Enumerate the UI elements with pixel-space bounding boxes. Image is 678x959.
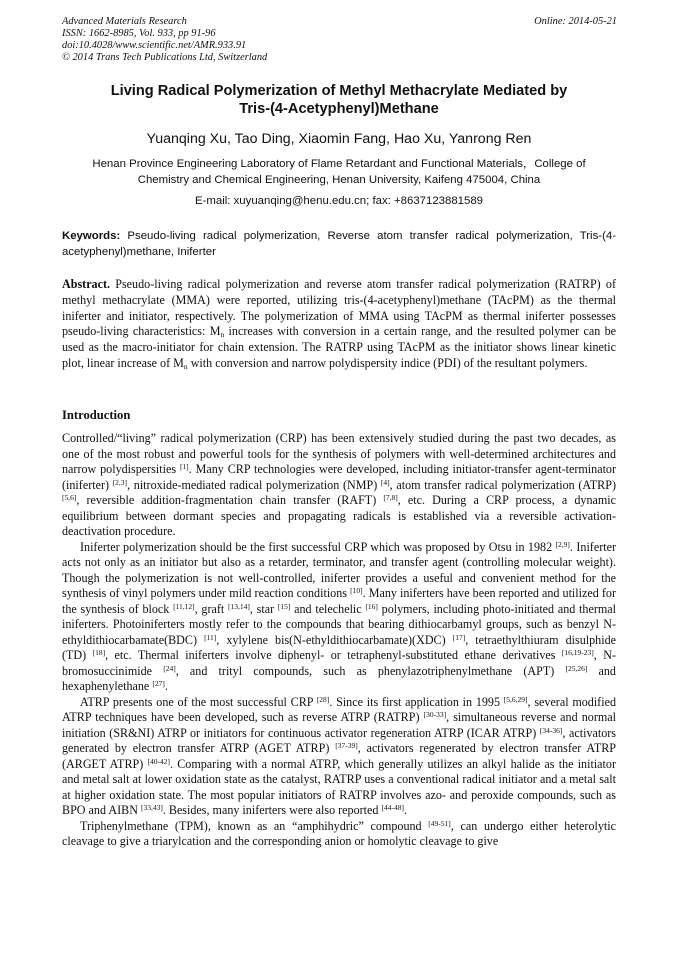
citation: [15] (277, 601, 291, 611)
issn-line: ISSN: 1662-8985, Vol. 933, pp 91-96 (62, 28, 216, 39)
text-run: Triphenylmethane (TPM), known as an “amphihydric” compound (80, 818, 429, 833)
citation: [25,26] (565, 663, 588, 673)
text-run: . Many CRP technologies were developed, including initiator-transfer agent-terminator (iniferter) (62, 462, 617, 492)
online-date: Online: 2014-05-21 (534, 16, 617, 27)
abstract-block (62, 277, 616, 372)
citation: [11] (204, 632, 217, 642)
keywords-label: Keywords: (62, 230, 121, 242)
journal-header (62, 16, 617, 64)
text-run: , atom transfer radical polymerization (ATRP) (389, 477, 616, 492)
citation: [4] (380, 477, 390, 487)
text-run: and hexaphenylethane (62, 663, 616, 693)
citation: [13,14] (228, 601, 250, 611)
text-run: , and trityl compounds, such as phenylazotriphenylmethane (APT) (175, 663, 566, 678)
paragraph (62, 819, 616, 850)
citation: [49-51] (428, 818, 451, 828)
text-run: , simultaneous reverse and normal initiation (SR&NI) ATRP or initiators for continuous activator regeneration ATRP (ICAR ATRP) (62, 710, 616, 740)
abstract-subscript-2: n (183, 361, 188, 371)
citation: [40-42] (147, 756, 170, 766)
text-run: . (403, 803, 407, 817)
text-run: . Comparing with a normal ATRP, which generally utilizes an alkyl halide as the initiator and metal salt at lower oxidation state as the catalyst, RATRP uses a conventional radical initiator and a metal salt at higher oxidation state. The most popular initiators of RATRP involves azo- and peroxide compounds, such as BPO and AIBN (62, 756, 616, 817)
abstract-label: Abstract. (62, 277, 111, 291)
text-run: . Many iniferters have been reported and utilized for the synthesis of block (62, 586, 616, 616)
doi-line: doi:10.4028/www.scientific.net/AMR.933.91 (62, 40, 247, 51)
keywords-block (62, 229, 616, 260)
citation: [17] (452, 632, 466, 642)
paper-title (62, 82, 616, 118)
keywords-text: Pseudo-living radical polymerization, Reverse atom transfer radical polymerization, Tris-(4-acetyphenyl)methane, Iniferter (62, 230, 616, 258)
paragraph (62, 695, 616, 819)
citation: [34-36] (539, 725, 563, 735)
citation: [2,3] (112, 477, 128, 487)
copyright-line: © 2014 Trans Tech Publications Ltd, Switzerland (62, 52, 268, 63)
text-run: polymers, including photo-initiated and thermal iniferters. Photoiniferters mostly refer to the compounds that bearing dithiocarbamyl groups, such as benzyl N-ethyldithiocarbamate(BDC) (62, 601, 616, 647)
affiliation (62, 156, 616, 188)
citation: [2,9] (555, 539, 570, 549)
citation: [18] (92, 648, 106, 657)
text-run: ATRP presents one of the most successful CRP (80, 694, 317, 709)
text-run: . Since its first application in 1995 (329, 694, 504, 709)
citation: [16,19-23] (561, 648, 594, 657)
text-run: , xylylene bis(N-ethyldithiocarbamate)(XDC) (216, 632, 453, 647)
text-run: and telechelic (290, 601, 366, 616)
citation: [10] (350, 586, 363, 595)
abstract-text-1: Pseudo-living radical polymerization and reverse atom transfer radical polymerization (RATRP) of methyl methacrylate (MMA) were reported, utilizing tris-(4-acetyphenyl)methane (TAcPM) as the thermal iniferter and initiator, respectively. The polymerization of MMA using TAcPM as thermal iniferter possesses pseudo-living characteristics: M (62, 277, 616, 339)
abstract-text-3: with conversion and narrow polydispersity indice (PDI) of the resultant polymers. (190, 355, 588, 370)
citation: [44-48] (381, 803, 404, 812)
citation: [28] (316, 694, 330, 704)
citation: [7,8] (383, 493, 398, 502)
citation: [24] (163, 663, 176, 673)
abstract-subscript-1: n (220, 330, 225, 340)
author-list: Yuanqing Xu, Tao Ding, Xiaomin Fang, Hao Xu, Yanrong Ren (146, 131, 532, 147)
citation: [5,6] (62, 493, 77, 502)
affiliation-line-1: Henan Province Engineering Laboratory of Flame Retardant and Functional Materials，College of (92, 158, 586, 170)
citation: [30-33] (423, 710, 447, 719)
text-run: . (164, 679, 168, 693)
citation: [5,6,29] (503, 694, 528, 704)
text-run: Controlled/“living” radical polymerization (CRP) has been extensively studied during the past two decades, as one of the most robust and powerful tools for the synthesis of polymers with well-determined architectures and narrow polydispersities (62, 431, 616, 476)
text-run: . Iniferter acts not only as an initiator but also as a retarder, terminator, and transfer agent (controlling molecular weight). Though the polymerization is not well-controlled, iniferter provides a useful and convenient method for the synthesis of vinyl polymers under mild reaction conditions (62, 539, 616, 600)
text-run: , etc. Thermal iniferters involve diphenyl- or tetraphenyl-substituted ethane derivatives (105, 648, 562, 662)
affiliation-line-2: Chemistry and Chemical Engineering, Henan University, Kaifeng 475004, China (137, 174, 541, 186)
citation: [1] (179, 462, 189, 471)
citation: [11,12] (173, 601, 195, 611)
text-run: , activators generated by electron transfer ATRP (AGET ATRP) (62, 725, 616, 755)
citation: [16] (365, 601, 378, 611)
text-run: , star (249, 601, 278, 616)
journal-name: Advanced Materials Research (62, 16, 187, 27)
paragraph (62, 540, 616, 695)
text-run: , several modified ATRP techniques have been developed, such as reverse ATRP (RATRP) (62, 694, 616, 724)
text-run: , nitroxide-mediated radical polymerization (NMP) (127, 477, 381, 492)
text-run: , tetraethylthiuram disulphide (TD) (62, 632, 616, 662)
section-heading: Introduction (62, 408, 131, 422)
text-run: Iniferter polymerization should be the first successful CRP which was proposed by Otsu in 1982 (80, 539, 556, 554)
text-run: , reversible addition-fragmentation chain transfer (RAFT) (76, 493, 384, 507)
text-run: , can undergo either heterolytic cleavage to give a triarylcation and the corresponding anion or homolytic cleavage to give (62, 818, 616, 848)
citation: [37-39] (335, 741, 358, 750)
text-run: , etc. During a CRP process, a dynamic equilibrium between dormant species and propagating radicals is established via a reversible activation-deactivation procedure. (62, 493, 616, 538)
introduction-body (62, 431, 616, 850)
paragraph (62, 431, 616, 540)
citation: [33,43] (140, 803, 163, 812)
contact-email: E-mail: xuyuanqing@henu.edu.cn; fax: +8637123881589 (195, 195, 483, 207)
text-run: , activators regenerated by electron transfer ATRP (ARGET ATRP) (62, 741, 616, 771)
title-line-2: Tris-(4-Acetyphenyl)Methane (239, 101, 439, 117)
text-run: , N-bromosuccinimide (62, 648, 616, 678)
text-run: , graft (194, 601, 229, 616)
citation: [27] (152, 679, 165, 688)
abstract-text-2: increases with conversion in a certain range, and the resulted polymer can be used as the macro-initiator for chain extension. The RATRP using TAcPM as the initiator shows linear kinetic plot, linear increase of M (62, 324, 616, 370)
text-run: . Besides, many iniferters were also reported (162, 803, 382, 817)
title-line-1: Living Radical Polymerization of Methyl Methacrylate Mediated by (110, 83, 568, 99)
